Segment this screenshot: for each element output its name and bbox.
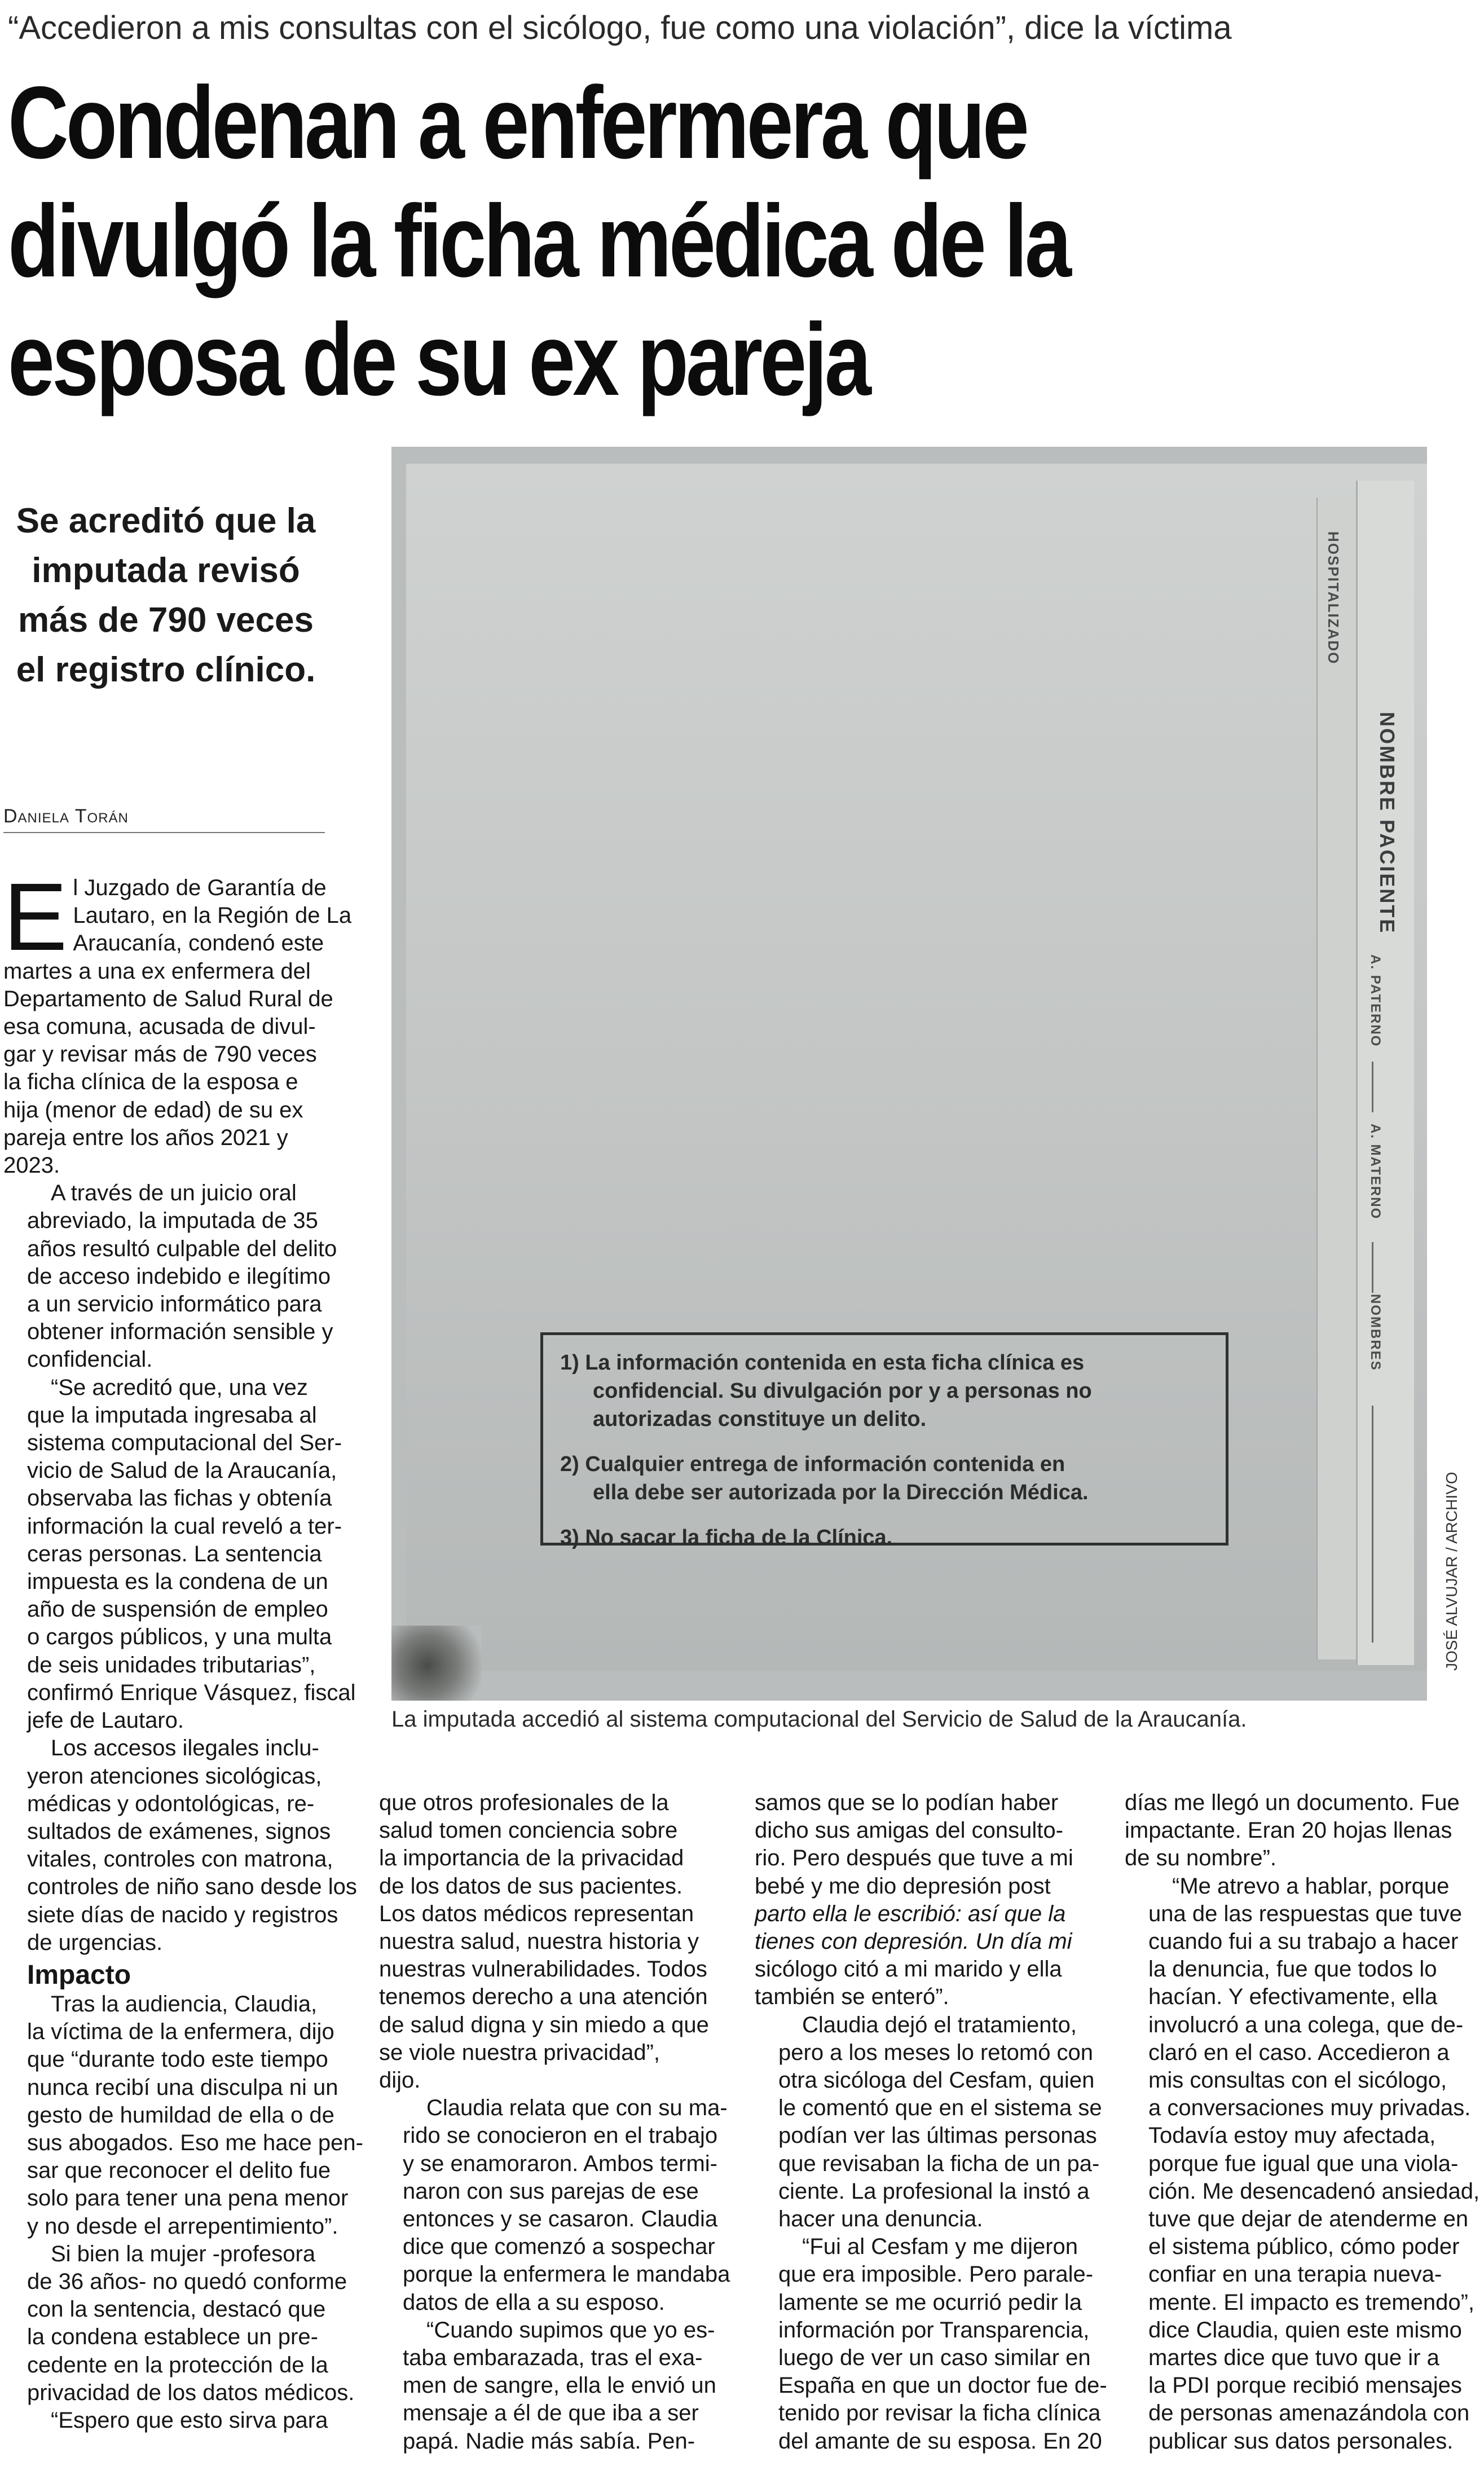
text-line: del amante de su esposa. En 20 <box>778 2428 1102 2454</box>
text-line: Claudia dejó el tratamiento, <box>802 2012 1077 2037</box>
text-line: sultados de exámenes, signos <box>27 1819 331 1844</box>
text-line: nunca recibí una disculpa ni un <box>27 2075 338 2100</box>
text-line: parto ella le escribió: así que la <box>755 1901 1066 1926</box>
text-line: España en que un doctor fue de- <box>778 2373 1107 2398</box>
text-line: que revisaban la ficha de un pa- <box>778 2151 1100 2176</box>
text-line: solo para tener una pena menor <box>27 2186 349 2211</box>
text-line: abreviado, la imputada de 35 <box>27 1208 318 1234</box>
paragraph <box>3 864 352 1179</box>
text-line: porque fue igual que una viola- <box>1148 2151 1459 2176</box>
text-line: ción. Me desencadenó ansiedad, <box>1148 2178 1480 2204</box>
text-line: también se enteró”. <box>755 1984 949 2010</box>
label-nombre-paciente: NOMBRE PACIENTE <box>1376 712 1399 935</box>
text-line: “Cuando supimos que yo es- <box>426 2317 715 2343</box>
text-line: “Se acreditó que, una vez <box>51 1375 308 1400</box>
text-line: de su nombre”. <box>1125 1846 1277 1871</box>
notice-line: autorizadas constituye un delito. <box>593 1407 927 1431</box>
text-line: se viole nuestra privacidad”, <box>379 2040 660 2065</box>
text-line: sus abogados. Eso me hace pen- <box>27 2130 363 2155</box>
photo-credit: JOSÉ ALVUJAR / ARCHIVO <box>1443 1472 1460 1671</box>
text-line: de acceso indebido e ilegítimo <box>27 1263 331 1289</box>
text-line: “Me atrevo a hablar, porque <box>1172 1873 1450 1899</box>
text-line: l Juzgado de Garantía de <box>73 875 327 900</box>
text-line: Lautaro, en la Región de La <box>73 903 352 928</box>
text-line: lamente se me ocurrió pedir la <box>778 2290 1082 2315</box>
paragraph <box>755 1789 1087 2011</box>
notice-item <box>560 1450 1209 1507</box>
text-line: siete días de nacido y registros <box>27 1902 338 1927</box>
text-line: dice que comenzó a sospechar <box>403 2234 715 2260</box>
clip-shadow <box>391 1626 482 1701</box>
text-line: cuando fui a su trabajo a hacer <box>1148 1929 1459 1954</box>
text-line: privacidad de los datos médicos. <box>27 2380 355 2405</box>
text-line: samos que se lo podían haber <box>755 1790 1059 1815</box>
text-line: a conversaciones muy privadas. <box>1148 2095 1471 2121</box>
text-line: sar que reconocer el delito fue <box>27 2158 331 2183</box>
notice-line: 2) Cualquier entrega de información contenida en <box>560 1452 1065 1476</box>
text-line: podían ver las últimas personas <box>778 2123 1097 2148</box>
notice-line: ella debe ser autorizada por la Dirección Médica. <box>593 1481 1089 1504</box>
deck <box>8 496 324 695</box>
deck-line: el registro clínico. <box>16 650 316 689</box>
text-line: le comentó que en el sistema se <box>778 2095 1102 2121</box>
text-line: con la sentencia, destacó que <box>27 2297 326 2322</box>
text-line: cedente en la protección de la <box>27 2352 328 2377</box>
subhead-impacto: Impacto <box>27 1960 131 1990</box>
text-line: Departamento de Salud Rural de <box>3 986 333 1011</box>
paragraph <box>755 2233 1107 2455</box>
text-line: controles de niño sano desde los <box>27 1874 357 1900</box>
text-line: Tras la audiencia, Claudia, <box>51 1991 318 2017</box>
text-line: impactante. Eran 20 hojas llenas <box>1125 1818 1452 1843</box>
text-line: gesto de humildad de ella o de <box>27 2102 334 2128</box>
text-line: bebé y me dio depresión post <box>755 1873 1051 1899</box>
text-line: de seis unidades tributarias”, <box>27 1652 316 1678</box>
text-line: men de sangre, ella le envió un <box>403 2373 716 2398</box>
kicker: “Accedieron a mis consultas con el sicólogo, fue como una violación”, dice la víctima <box>8 10 1232 46</box>
text-line: mente. El impacto es tremendo”, <box>1148 2290 1475 2315</box>
text-line: a un servicio informático para <box>27 1292 322 1317</box>
paragraph <box>1125 1789 1463 1873</box>
text-line: sistema computacional del Ser- <box>27 1430 342 1456</box>
text-line: dice Claudia, quien este mismo <box>1148 2317 1462 2343</box>
text-line: y se enamoraron. Ambos termi- <box>403 2151 717 2176</box>
text-line: publicar sus datos personales. <box>1148 2428 1454 2454</box>
text-line: una de las respuestas que tuve <box>1148 1901 1462 1926</box>
text-line: vicio de Salud de la Araucanía, <box>27 1458 337 1483</box>
text-line: la ficha clínica de la esposa e <box>3 1069 298 1095</box>
text-line: Los accesos ilegales inclu- <box>51 1736 319 1761</box>
text-line: o cargos públicos, y una multa <box>27 1624 332 1650</box>
text-line: entonces y se casaron. Claudia <box>403 2207 718 2232</box>
notice-line: 1) La información contenida en esta ficha clínica es <box>560 1351 1085 1375</box>
text-line: luego de ver un caso similar en <box>778 2345 1091 2371</box>
text-line: la PDI porque recibió mensajes <box>1148 2373 1462 2398</box>
notice-item <box>560 1349 1209 1433</box>
text-line: de los datos de sus pacientes. <box>379 1873 683 1899</box>
text-line: y no desde el arrepentimiento”. <box>27 2213 338 2239</box>
text-line: hija (menor de edad) de su ex <box>3 1097 303 1122</box>
label-a-paterno: A. PATERNO <box>1368 954 1383 1047</box>
text-line: A través de un juicio oral <box>51 1181 297 1206</box>
text-line: la denuncia, fue que todos lo <box>1148 1957 1437 1982</box>
text-line: rido se conocieron en el trabajo <box>403 2123 718 2148</box>
paragraph <box>755 2011 1102 2234</box>
label-nombres: NOMBRES <box>1368 1294 1383 1371</box>
text-line: confiar en una terapia nueva- <box>1148 2262 1442 2287</box>
label-hospitalizado: HOSPITALIZADO <box>1325 531 1342 665</box>
text-line: mensaje a él de que iba a ser <box>403 2401 699 2426</box>
notice-line: 3) No sacar la ficha de la Clínica. <box>560 1526 893 1549</box>
text-line: papá. Nadie más sabía. Pen- <box>403 2428 695 2454</box>
text-line: obtener información sensible y <box>27 1319 333 1345</box>
divider-line <box>1372 1062 1373 1112</box>
text-line: Si bien la mujer -profesora <box>51 2241 316 2266</box>
text-line: observaba las fichas y obtenía <box>27 1486 332 1511</box>
folder-tab-inner <box>1316 497 1356 1659</box>
article-column-1 <box>3 864 363 2434</box>
article-photo <box>391 447 1427 1701</box>
text-line: hacer una denuncia. <box>778 2207 983 2232</box>
text-line: hacían. Y efectivamente, ella <box>1148 1984 1438 2010</box>
text-line: información la cual reveló a ter- <box>27 1513 342 1539</box>
text-line: 2023. <box>3 1153 60 1178</box>
text-line: martes a una ex enfermera del <box>3 958 311 984</box>
text-line: yeron atenciones sicológicas, <box>27 1763 322 1789</box>
deck-line: más de 790 veces <box>18 601 314 640</box>
text-line: dijo. <box>379 2068 421 2093</box>
text-line: “Espero que esto sirva para <box>51 2407 328 2433</box>
text-line: pero a los meses lo retomó con <box>778 2040 1094 2065</box>
paragraph <box>379 1789 712 2094</box>
text-line: el sistema público, cómo poder <box>1148 2234 1460 2260</box>
text-line: tenido por revisar la ficha clínica <box>778 2401 1101 2426</box>
text-line: la víctima de la enfermera, dijo <box>27 2019 334 2045</box>
paragraph <box>3 1734 357 1957</box>
text-line: esa comuna, acusada de divul- <box>3 1014 316 1040</box>
photo-caption: La imputada accedió al sistema computacional del Servicio de Salud de la Araucanía. <box>391 1707 1247 1732</box>
text-line: Araucanía, condenó este <box>73 931 324 956</box>
label-a-materno: A. MATERNO <box>1368 1124 1383 1220</box>
deck-line: Se acreditó que la <box>16 501 316 540</box>
article-column-2 <box>379 1789 730 2455</box>
text-line: días me llegó un documento. Fue <box>1125 1790 1460 1815</box>
text-line: médicas y odontológicas, re- <box>27 1791 315 1816</box>
text-line: confirmó Enrique Vásquez, fiscal <box>27 1680 356 1705</box>
divider-line <box>1372 1242 1373 1293</box>
notice-item <box>560 1524 1209 1552</box>
text-line: nuestras vulnerabilidades. Todos <box>379 1957 707 1982</box>
text-line: impuesta es la condena de un <box>27 1569 328 1595</box>
text-line: de 36 años- no quedó conforme <box>27 2269 347 2294</box>
text-line: tenemos derecho a una atención <box>379 1984 708 2010</box>
text-line: claró en el caso. Accedieron a <box>1148 2040 1450 2065</box>
text-line: confidencial. <box>27 1347 153 1372</box>
text-line: naron con sus parejas de ese <box>403 2178 699 2204</box>
text-line: datos de ella a su esposo. <box>403 2290 665 2315</box>
text-line: martes dice que tuvo que ir a <box>1148 2345 1439 2371</box>
text-line: jefe de Lautaro. <box>27 1708 184 1733</box>
text-line: ciente. La profesional la instó a <box>778 2178 1090 2204</box>
text-line: “Fui al Cesfam y me dijeron <box>802 2234 1078 2260</box>
text-line: Claudia relata que con su ma- <box>426 2095 728 2121</box>
paragraph <box>3 1179 337 1373</box>
text-line: porque la enfermera le mandaba <box>403 2262 730 2287</box>
drop-cap: E <box>3 864 68 971</box>
text-line: que era imposible. Pero parale- <box>778 2262 1094 2287</box>
text-line: gar y revisar más de 790 veces <box>3 1042 317 1067</box>
text-line: tienes con depresión. Un día mi <box>755 1929 1072 1954</box>
headline-line: esposa de su ex pareja <box>8 302 869 417</box>
text-line: pareja entre los años 2021 y <box>3 1125 288 1150</box>
text-line: años resultó culpable del delito <box>27 1236 337 1261</box>
text-line: que “durante todo este tiempo <box>27 2047 328 2072</box>
text-line: información por Transparencia, <box>778 2317 1090 2343</box>
text-line: de personas amenazándola con <box>1148 2401 1470 2426</box>
text-line: año de suspensión de empleo <box>27 1597 328 1622</box>
text-line: otra sicóloga del Cesfam, quien <box>778 2068 1095 2093</box>
text-line: Los datos médicos representan <box>379 1901 694 1926</box>
article-column-4 <box>1125 1789 1480 2455</box>
text-line: involucró a una colega, que de- <box>1148 2012 1464 2037</box>
paragraph <box>3 1374 356 1735</box>
headline-line: Condenan a enfermera que <box>8 65 1027 180</box>
deck-line: imputada revisó <box>32 551 300 590</box>
notice-line: confidencial. Su divulgación por y a personas no <box>593 1379 1092 1403</box>
byline-author: Daniela Torán <box>3 805 129 827</box>
paragraph <box>3 2407 331 2434</box>
text-line: taba embarazada, tras el exa- <box>403 2345 703 2371</box>
text-line: la importancia de la privacidad <box>379 1846 684 1871</box>
headline <box>8 63 1210 419</box>
paragraph <box>1125 1873 1480 2455</box>
text-line: sicólogo citó a mi marido y ella <box>755 1957 1062 1982</box>
text-line: nuestra salud, nuestra historia y <box>379 1929 699 1954</box>
text-line: que la imputada ingresaba al <box>27 1402 317 1428</box>
paragraph <box>3 2240 355 2407</box>
text-line: tuve que dejar de atenderme en <box>1148 2207 1469 2232</box>
text-line: vitales, controles con matrona, <box>27 1847 333 1872</box>
text-line: Todavía estoy muy afectada, <box>1148 2123 1436 2148</box>
byline <box>3 805 325 833</box>
text-line: salud tomen conciencia sobre <box>379 1818 678 1843</box>
text-line: rio. Pero después que tuve a mi <box>755 1846 1073 1871</box>
text-line: ceras personas. La sentencia <box>27 1541 322 1566</box>
paragraph <box>379 2094 730 2317</box>
article-column-3 <box>755 1789 1107 2455</box>
text-line: de salud digna y sin miedo a que <box>379 2012 709 2037</box>
headline-line: divulgó la ficha médica de la <box>8 183 1069 298</box>
text-line: mis consultas con el sicólogo, <box>1148 2068 1447 2093</box>
paragraph <box>3 1991 363 2240</box>
folder-tab <box>1356 481 1414 1665</box>
divider-line <box>1372 1406 1373 1643</box>
text-line: de urgencias. <box>27 1930 163 1955</box>
confidentiality-notice <box>540 1332 1228 1549</box>
text-line: la condena establece un pre- <box>27 2324 318 2350</box>
paragraph <box>379 2317 716 2455</box>
text-line: que otros profesionales de la <box>379 1790 669 1815</box>
text-line: dicho sus amigas del consulto- <box>755 1818 1063 1843</box>
